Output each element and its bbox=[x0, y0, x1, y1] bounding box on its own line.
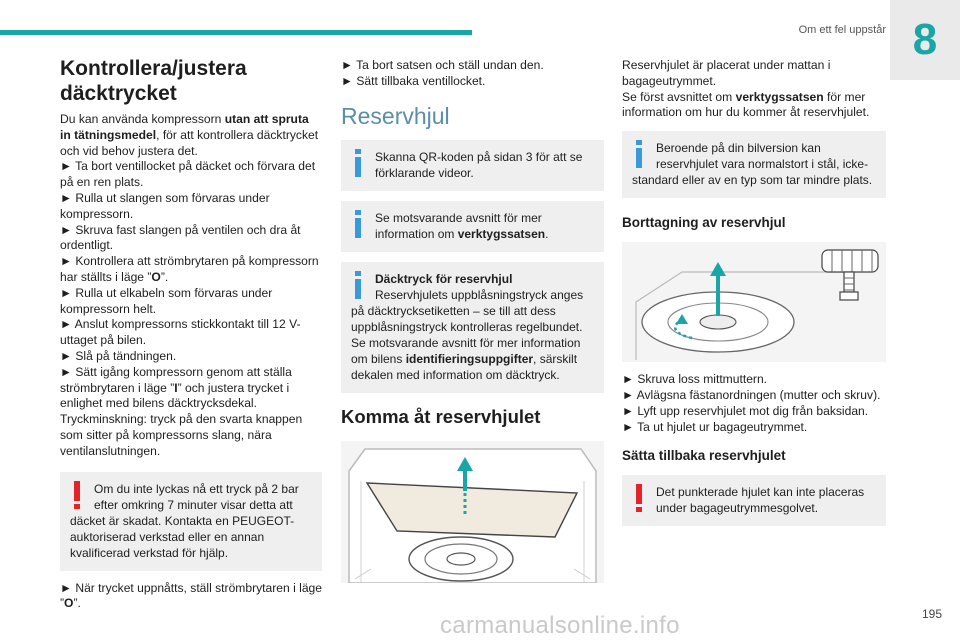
step: ► Lyft upp reservhjulet mot dig från baksidan. bbox=[622, 403, 869, 418]
heading-check-pressure: Kontrollera/justera däcktrycket bbox=[60, 57, 247, 105]
info-text: Beroende på din bilversion kan reservhjulet vara normalstort i stål, icke-standard eller av en typ som tar mindre plats. bbox=[632, 141, 873, 188]
info-text: Reservhjulets uppblåsningstryck anges på däcktrycksetiketten – se till att dess uppblåsningstryck kontrolleras regelbundet. Se motsvarande avsnitt för mer information om bilens identifieringsuppgifter, särskilt dekalen med information om däcktryck. bbox=[351, 287, 584, 382]
step: ► Kontrollera att strömbrytaren på kompressorn har ställts i läge ”O”. bbox=[60, 254, 319, 284]
step: ► Ta bort satsen och ställ undan den. bbox=[341, 58, 544, 72]
spare-wheel-removal-illustration bbox=[622, 242, 886, 362]
step: ► Skruva fast slangen på ventilen och dra åt ordentligt. bbox=[60, 222, 301, 253]
step: ► Sätt igång kompressorn genom att ställa strömbrytaren i läge ”I” och justera trycket i enlighet med bilens däcktrycksdekal. bbox=[60, 364, 292, 411]
info-text: Se motsvarande avsnitt för mer information om verktygssatsen. bbox=[375, 210, 549, 241]
illustration-spare-wheel-removal bbox=[622, 242, 886, 362]
step: ► Avlägsna fästanordningen (mutter och skruv). bbox=[622, 387, 881, 402]
step: ► Rulla ut slangen som förvaras under kompressorn. bbox=[60, 190, 270, 221]
info-text: Skanna QR-koden på sidan 3 för att se förklarande videor. bbox=[375, 149, 583, 180]
step: ► Slå på tändningen. bbox=[60, 348, 177, 363]
info-box-wheel-type bbox=[622, 131, 886, 198]
info-box-qr bbox=[341, 140, 604, 191]
paragraph: Se först avsnittet om verktygssatsen för mer information om hur du kommer åt reservhjulet. bbox=[622, 89, 870, 120]
info-title: Däcktryck för reservhjul bbox=[375, 271, 513, 286]
info-icon bbox=[351, 271, 365, 299]
step: ► Skruva loss mittmuttern. bbox=[622, 372, 768, 387]
watermark: carmanualsonline.info bbox=[440, 612, 680, 639]
step: ► När trycket uppnåtts, ställ strömbrytaren i läge ”O”. bbox=[60, 580, 323, 611]
step: ► Rulla ut elkabeln som förvaras under kompressorn helt. bbox=[60, 285, 273, 316]
heading-removal: Borttagning av reservhjul bbox=[622, 215, 786, 231]
page-number: 195 bbox=[921, 607, 942, 621]
trunk-floor-lift-illustration bbox=[341, 441, 604, 583]
step: ► Anslut kompressorns stickkontakt till 12 V-uttaget på bilen. bbox=[60, 317, 301, 348]
warning-box bbox=[622, 475, 886, 526]
header-accent-bar bbox=[0, 30, 472, 35]
step: ► Ta ut hjulet ur bagageutrymmet. bbox=[622, 419, 808, 434]
column-left bbox=[60, 56, 322, 612]
step: ► Sätt tillbaka ventillocket. bbox=[341, 73, 486, 88]
chapter-tab[interactable]: 8 bbox=[890, 0, 960, 80]
pressure-release-text: Tryckminskning: tryck på den svarta knappen som sitter på kompressorns slang, nära ventilanslutningen. bbox=[60, 412, 303, 458]
intro-paragraph: Du kan använda kompressorn utan att spruta in tätningsmedel, för att kontrollera däcktrycket och vid behov justera det. bbox=[60, 112, 319, 158]
info-icon bbox=[351, 210, 365, 238]
info-box-spare-pressure bbox=[341, 262, 604, 393]
column-middle bbox=[341, 58, 604, 591]
warning-text: Om du inte lyckas nå ett tryck på 2 bar efter omkring 7 minuter visar detta att däcket är skadat. Kontakta en PEUGEOT-auktoriserad verkstad eller en annan kvalificerad verkstad för hjälp. bbox=[70, 481, 299, 560]
illustration-trunk-floor bbox=[341, 441, 604, 583]
info-box-toolkit bbox=[341, 201, 604, 252]
running-header-title: Om ett fel uppstår bbox=[798, 24, 886, 36]
info-icon bbox=[632, 140, 646, 168]
warning-text: Det punkterade hjulet kan inte placeras under bagageutrymmesgolvet. bbox=[656, 485, 865, 516]
column-right bbox=[622, 58, 886, 536]
info-icon bbox=[351, 149, 365, 177]
warning-exclamation-icon bbox=[70, 481, 84, 509]
step: ► Ta bort ventillocket på däcket och förvara det på en ren plats. bbox=[60, 159, 316, 190]
heading-access-spare-wheel: Komma åt reservhjulet bbox=[341, 405, 541, 427]
heading-refit: Sätta tillbaka reservhjulet bbox=[622, 448, 786, 464]
warning-exclamation-icon bbox=[632, 484, 646, 512]
warning-box bbox=[60, 472, 322, 571]
section-title-spare-wheel: Reservhjul bbox=[341, 102, 450, 129]
paragraph: Reservhjulet är placerat under mattan i bagageutrymmet. bbox=[622, 58, 831, 88]
